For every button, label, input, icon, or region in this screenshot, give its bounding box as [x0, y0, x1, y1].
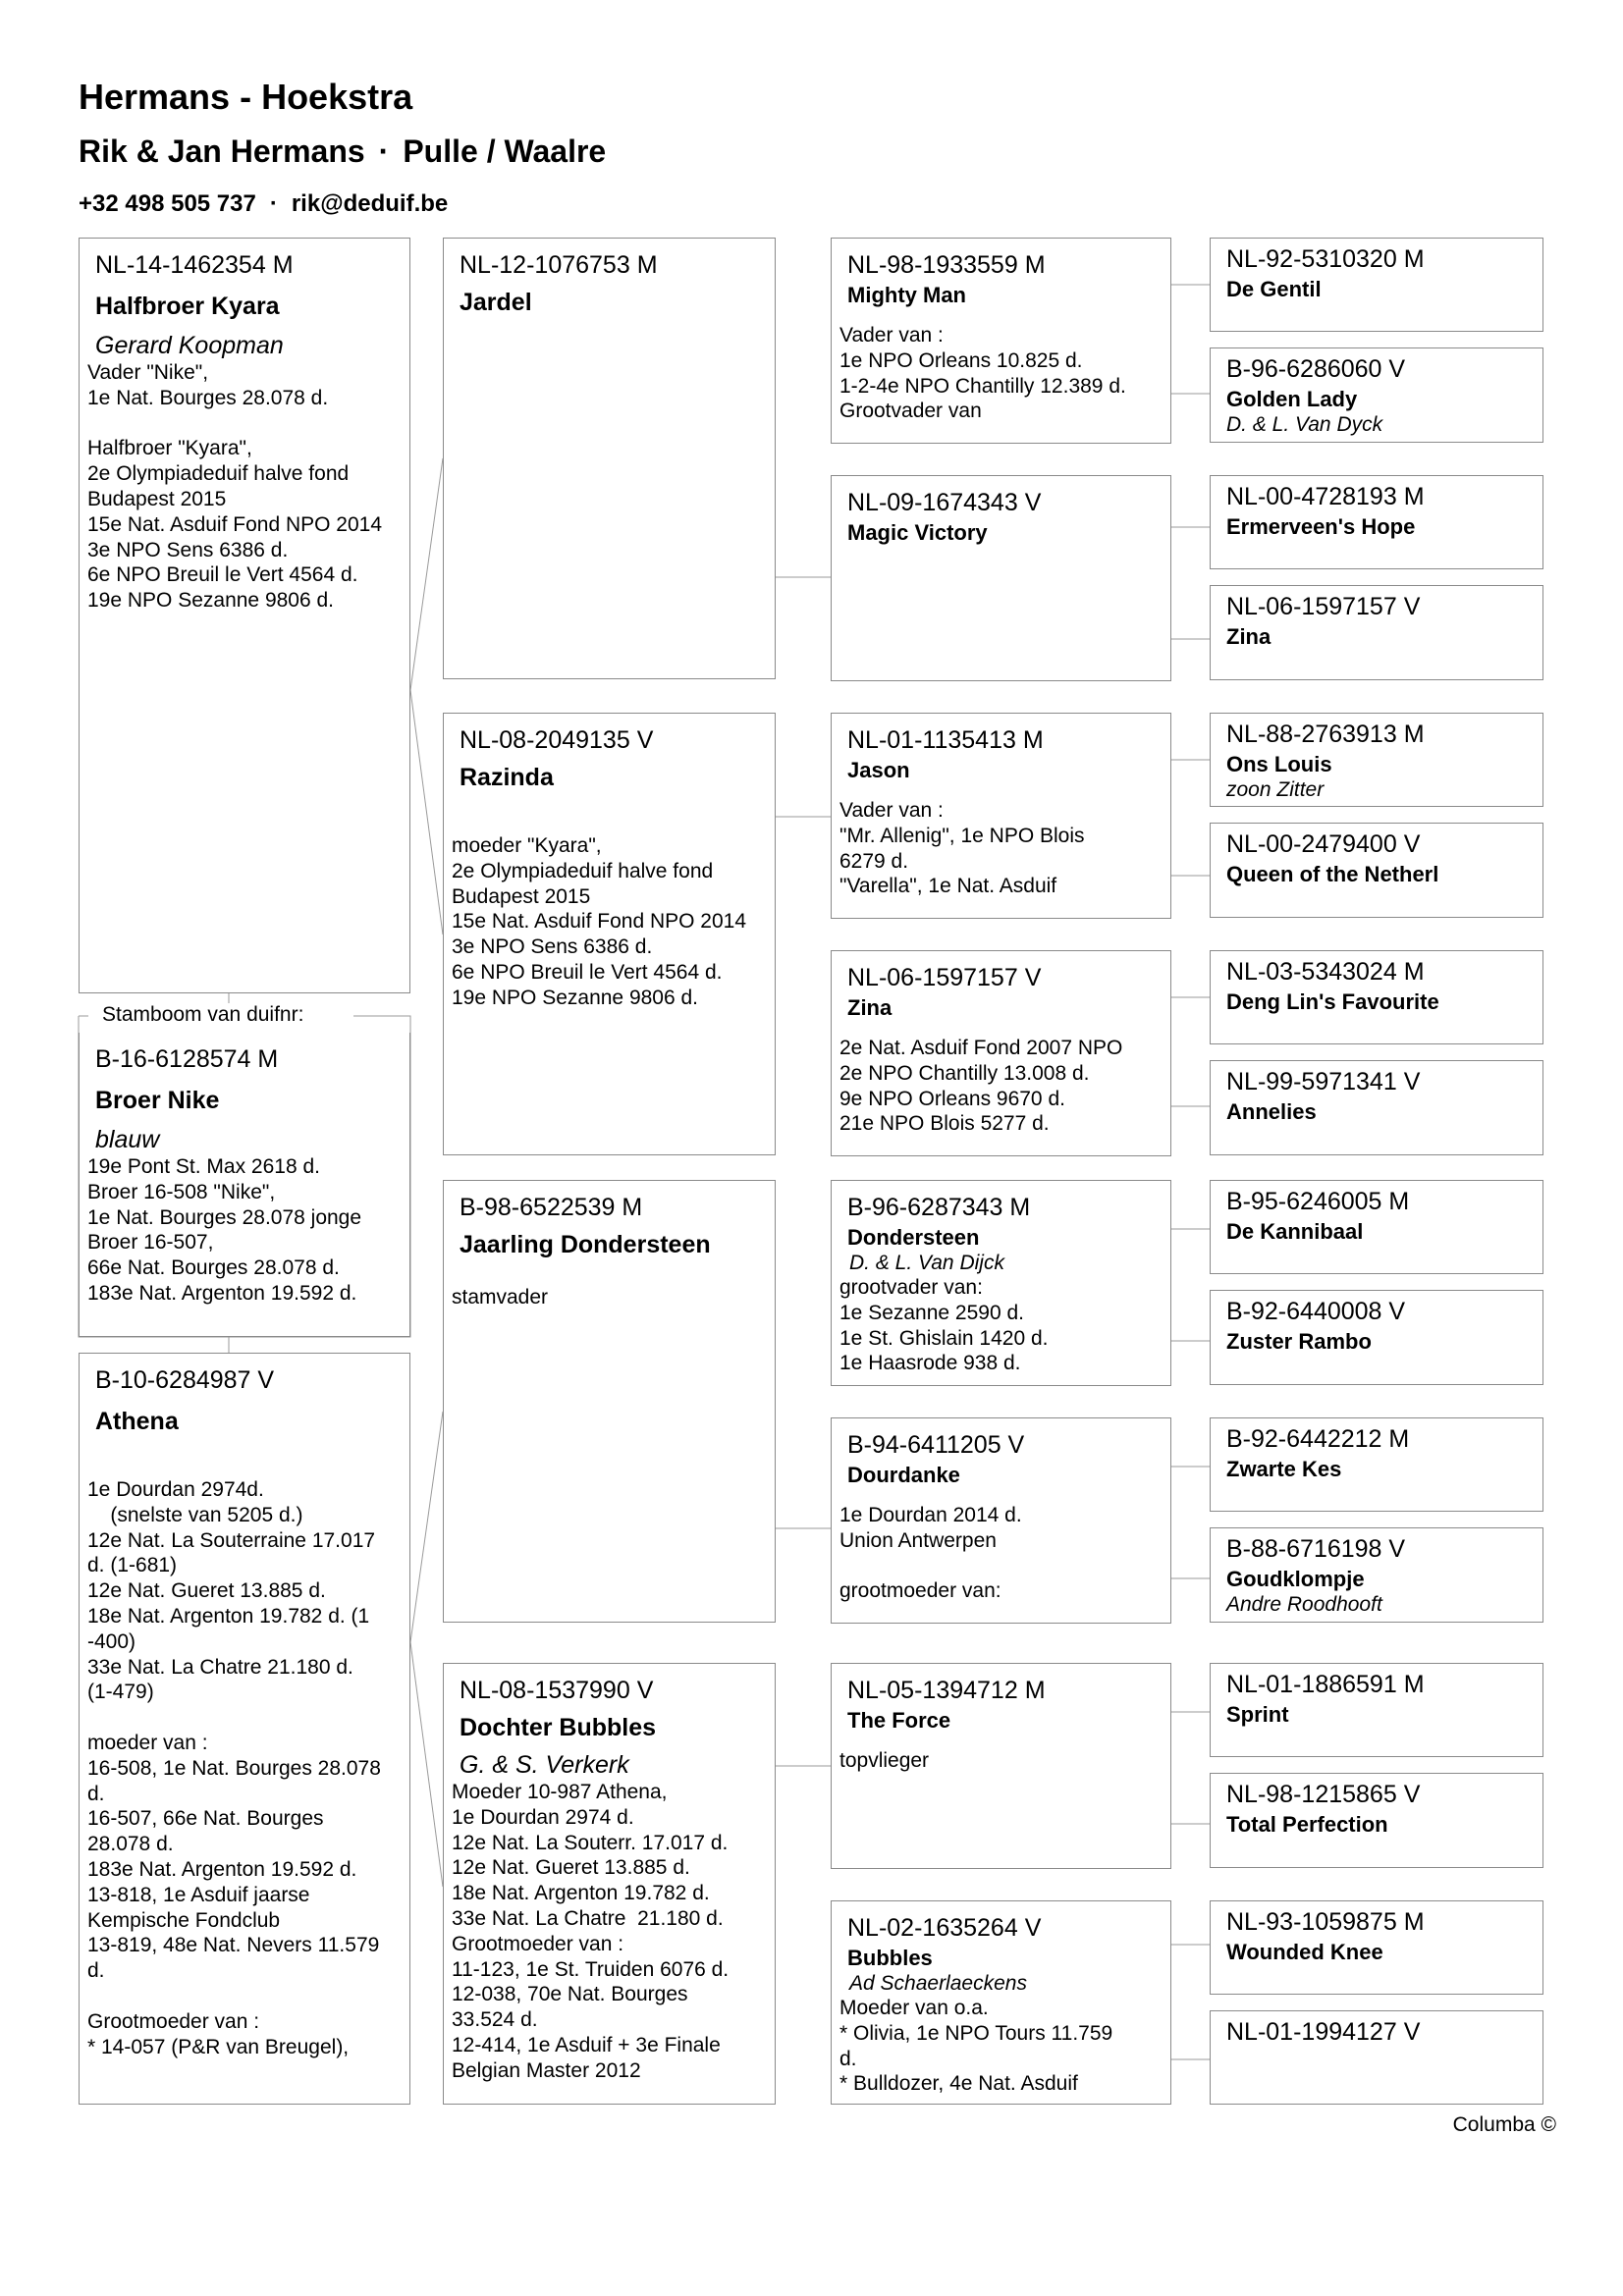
- pigeon-color: blauw: [95, 1126, 160, 1153]
- ring-number: NL-14-1462354 M: [95, 251, 294, 279]
- ring-number: B-95-6246005 M: [1226, 1188, 1410, 1215]
- pigeon-name: Ermerveen's Hope: [1226, 514, 1416, 539]
- pigeon-name: Ons Louis: [1226, 752, 1332, 776]
- phone-number: +32 498 505 737: [79, 190, 256, 217]
- ring-number: NL-00-2479400 V: [1226, 830, 1421, 858]
- breeder-name: Gerard Koopman: [95, 332, 284, 359]
- pigeon-card-father: [79, 238, 410, 993]
- pigeon-info: 2e Nat. Asduif Fond 2007 NPO 2e NPO Chantilly 13.008 d. 9e NPO Orleans 9670 d. 21e NPO Blois 5277 d.: [839, 1037, 1123, 1136]
- pigeon-card-g7: [1210, 950, 1543, 1044]
- ring-number: B-96-6286060 V: [1226, 355, 1406, 383]
- pigeon-name: Deng Lin's Favourite: [1226, 989, 1439, 1014]
- pigeon-info: grootvader van: 1e Sezanne 2590 d. 1e St. Ghislain 1420 d. 1e Haasrode 938 d.: [839, 1276, 1049, 1375]
- pigeon-info: Moeder van o.a. * Olivia, 1e NPO Tours 11.759 d. * Bulldozer, 4e Nat. Asduif: [839, 1997, 1113, 2096]
- pigeon-info: Vader van : 1e NPO Orleans 10.825 d. 1-2-4e NPO Chantilly 12.389 d. Grootvader van: [839, 324, 1126, 423]
- ring-number: NL-06-1597157 V: [1226, 593, 1421, 620]
- ring-number: NL-01-1994127 V: [1226, 2018, 1421, 2046]
- pigeon-card-g13: [1210, 1663, 1543, 1757]
- pigeon-card-mother: [79, 1353, 410, 2105]
- pigeon-name: Bubbles: [847, 1946, 933, 1970]
- ring-number: NL-08-2049135 V: [460, 726, 654, 754]
- ring-number: B-88-6716198 V: [1226, 1535, 1406, 1563]
- pigeon-name: Zina: [1226, 624, 1271, 649]
- ring-number: NL-05-1394712 M: [847, 1677, 1046, 1704]
- pigeon-name: Zuster Rambo: [1226, 1329, 1372, 1354]
- pigeon-name: Magic Victory: [847, 520, 988, 545]
- ring-number: NL-02-1635264 V: [847, 1914, 1042, 1942]
- ring-number: NL-03-5343024 M: [1226, 958, 1425, 986]
- pigeon-card-fm: [443, 713, 776, 1155]
- ring-number: B-96-6287343 M: [847, 1194, 1031, 1221]
- pigeon-card-g9: [1210, 1180, 1543, 1274]
- pigeon-card-g3: [1210, 475, 1543, 569]
- breeder-name: zoon Zitter: [1226, 778, 1325, 801]
- pigeon-card-g1: [1210, 238, 1543, 332]
- breeder-name: Ad Schaerlaeckens: [849, 1972, 1027, 1995]
- pigeon-card-mff: [831, 1180, 1171, 1386]
- ring-number: B-92-6440008 V: [1226, 1298, 1406, 1325]
- pigeon-name: Annelies: [1226, 1099, 1317, 1124]
- pigeon-card-g8: [1210, 1060, 1543, 1155]
- pigeon-card-mfm: [831, 1417, 1171, 1624]
- ring-number: NL-12-1076753 M: [460, 251, 658, 279]
- breeder-name: G. & S. Verkerk: [460, 1751, 629, 1779]
- pigeon-card-g15: [1210, 1900, 1543, 1995]
- pigeon-info: topvlieger: [839, 1749, 930, 1772]
- pigeon-name: The Force: [847, 1708, 951, 1733]
- pigeon-name: Dochter Bubbles: [460, 1714, 657, 1741]
- ring-number: NL-01-1135413 M: [847, 726, 1044, 754]
- ring-number: NL-92-5310320 M: [1226, 245, 1425, 273]
- pigeon-name: Broer Nike: [95, 1087, 220, 1114]
- breeder-name: D. & L. Van Dijck: [849, 1252, 1004, 1274]
- pigeon-card-g11: [1210, 1417, 1543, 1512]
- pigeon-name: De Kannibaal: [1226, 1219, 1364, 1244]
- pigeon-info: stamvader: [452, 1286, 549, 1308]
- pigeon-card-g6: [1210, 823, 1543, 918]
- pigeon-info: 19e Pont St. Max 2618 d. Broer 16-508 "Nike", 1e Nat. Bourges 28.078 jonge Broer 16-507, 66e Nat. Bourges 28.078 d. 183e Nat. Argenton 19.592 d.: [87, 1155, 362, 1305]
- pigeon-info: 1e Dourdan 2014 d. Union Antwerpen grootmoeder van:: [839, 1504, 1022, 1603]
- pigeon-card-g2: [1210, 347, 1543, 443]
- ring-number: B-16-6128574 M: [95, 1045, 279, 1073]
- pigeon-name: Dondersteen: [847, 1225, 980, 1250]
- ring-number: NL-00-4728193 M: [1226, 483, 1425, 510]
- pigeon-info: moeder "Kyara", 2e Olympiadeduif halve fond Budapest 2015 15e Nat. Asduif Fond NPO 2014 3e NPO Sens 6386 d. 6e NPO Breuil le Vert 4564 d. 19e NPO Sezanne 9806 d.: [452, 834, 747, 1009]
- pigeon-card-fmf: [831, 713, 1171, 919]
- pigeon-name: Zina: [847, 995, 893, 1020]
- pigeon-name: Razinda: [460, 764, 554, 791]
- owner-name: Rik & Jan Hermans: [79, 133, 365, 169]
- pigeon-info: Moeder 10-987 Athena, 1e Dourdan 2974 d. 12e Nat. La Souterr. 17.017 d. 12e Nat. Gueret 13.885 d. 18e Nat. Argenton 19.782 d. 33e Nat. La Chatre 21.180 d. Grootmoeder van : 11-123, 1e St. Truiden 6076 d. 12-038, 70e Nat. Bourges 33.524 d. 12-414, 1e Asduif + 3e Finale Belgian Master 2012: [452, 1781, 730, 2082]
- pigeon-card-g16: [1210, 2010, 1543, 2105]
- pigeon-name: Halfbroer Kyara: [95, 293, 280, 320]
- ring-number: NL-01-1886591 M: [1226, 1671, 1425, 1698]
- pigeon-name: Sprint: [1226, 1702, 1289, 1727]
- stamboom-label: Stamboom van duifnr:: [96, 1003, 309, 1027]
- ring-number: B-10-6284987 V: [95, 1366, 275, 1394]
- breeder-name: D. & L. Van Dyck: [1226, 413, 1383, 436]
- pigeon-name: Dourdanke: [847, 1463, 960, 1487]
- pigeon-card-mmm: [831, 1900, 1171, 2105]
- page-title: Hermans - Hoekstra: [79, 77, 413, 117]
- owner-location: Pulle / Waalre: [403, 133, 607, 169]
- pigeon-card-mf: [443, 1180, 776, 1623]
- pigeon-name: Zwarte Kes: [1226, 1457, 1342, 1481]
- ring-number: NL-98-1933559 M: [847, 251, 1046, 279]
- pigeon-card-subject: [79, 1033, 410, 1337]
- ring-number: NL-99-5971341 V: [1226, 1068, 1421, 1095]
- ring-number: NL-06-1597157 V: [847, 964, 1042, 991]
- pigeon-card-g14: [1210, 1773, 1543, 1868]
- email-address: rik@deduif.be: [291, 190, 449, 217]
- separator: ·: [269, 190, 278, 217]
- pigeon-name: Wounded Knee: [1226, 1940, 1383, 1964]
- pigeon-name: Jason: [847, 758, 910, 782]
- separator: ·: [378, 133, 390, 169]
- pigeon-name: Jardel: [460, 289, 532, 316]
- ring-number: B-92-6442212 M: [1226, 1425, 1410, 1453]
- pigeon-card-mm: [443, 1663, 776, 2105]
- ring-number: NL-08-1537990 V: [460, 1677, 654, 1704]
- ring-number: B-94-6411205 V: [847, 1431, 1025, 1459]
- pigeon-name: Goudklompje: [1226, 1567, 1365, 1591]
- pigeon-info: Vader "Nike", 1e Nat. Bourges 28.078 d. Halfbroer "Kyara", 2e Olympiadeduif halve fond Budapest 2015 15e Nat. Asduif Fond NPO 2014 3e NPO Sens 6386 d. 6e NPO Breuil le Vert 4564 d. 19e NPO Sezanne 9806 d.: [87, 361, 383, 613]
- pigeon-card-fff: [831, 238, 1171, 444]
- ring-number: B-98-6522539 M: [460, 1194, 643, 1221]
- ring-number: NL-98-1215865 V: [1226, 1781, 1421, 1808]
- pigeon-name: De Gentil: [1226, 277, 1322, 301]
- ring-number: NL-09-1674343 V: [847, 489, 1042, 516]
- pigeon-card-g12: [1210, 1527, 1543, 1623]
- pigeon-card-fmm: [831, 950, 1171, 1156]
- pigeon-info: Vader van : "Mr. Allenig", 1e NPO Blois 6279 d. "Varella", 1e Nat. Asduif: [839, 799, 1085, 898]
- ring-number: NL-93-1059875 M: [1226, 1908, 1425, 1936]
- pigeon-name: Athena: [95, 1408, 179, 1435]
- pigeon-card-g4: [1210, 585, 1543, 680]
- ring-number: NL-88-2763913 M: [1226, 721, 1425, 748]
- pigeon-card-ff: [443, 238, 776, 679]
- pigeon-card-g5: [1210, 713, 1543, 807]
- pigeon-card-mmf: [831, 1663, 1171, 1869]
- pigeon-card-ffm: [831, 475, 1171, 681]
- pigeon-card-g10: [1210, 1290, 1543, 1385]
- pigeon-info: 1e Dourdan 2974d. (snelste van 5205 d.) 12e Nat. La Souterraine 17.017 d. (1-681) 12e Nat. Gueret 13.885 d. 18e Nat. Argenton 19.782 d. (1 -400) 33e Nat. La Chatre 21.180 d. (1-479) moeder van : 16-508, 1e Nat. Bourges 28.078 d. 16-507, 66e Nat. Bourges 28.078 d. 183e Nat. Argenton 19.592 d. 13-818, 1e Asduif jaarse Kempische Fondclub 13-819, 48e Nat. Nevers 11.579 d. Grootmoeder van : * 14-057 (P&R van Breugel),: [87, 1478, 381, 2058]
- pigeon-name: Jaarling Dondersteen: [460, 1231, 711, 1258]
- pigeon-name: Queen of the Netherl: [1226, 862, 1439, 886]
- footer-credit: Columba ©: [1452, 2113, 1556, 2136]
- breeder-name: Andre Roodhooft: [1226, 1593, 1382, 1616]
- pigeon-name: Golden Lady: [1226, 387, 1358, 411]
- pigeon-name: Mighty Man: [847, 283, 966, 307]
- pigeon-name: Total Perfection: [1226, 1812, 1388, 1837]
